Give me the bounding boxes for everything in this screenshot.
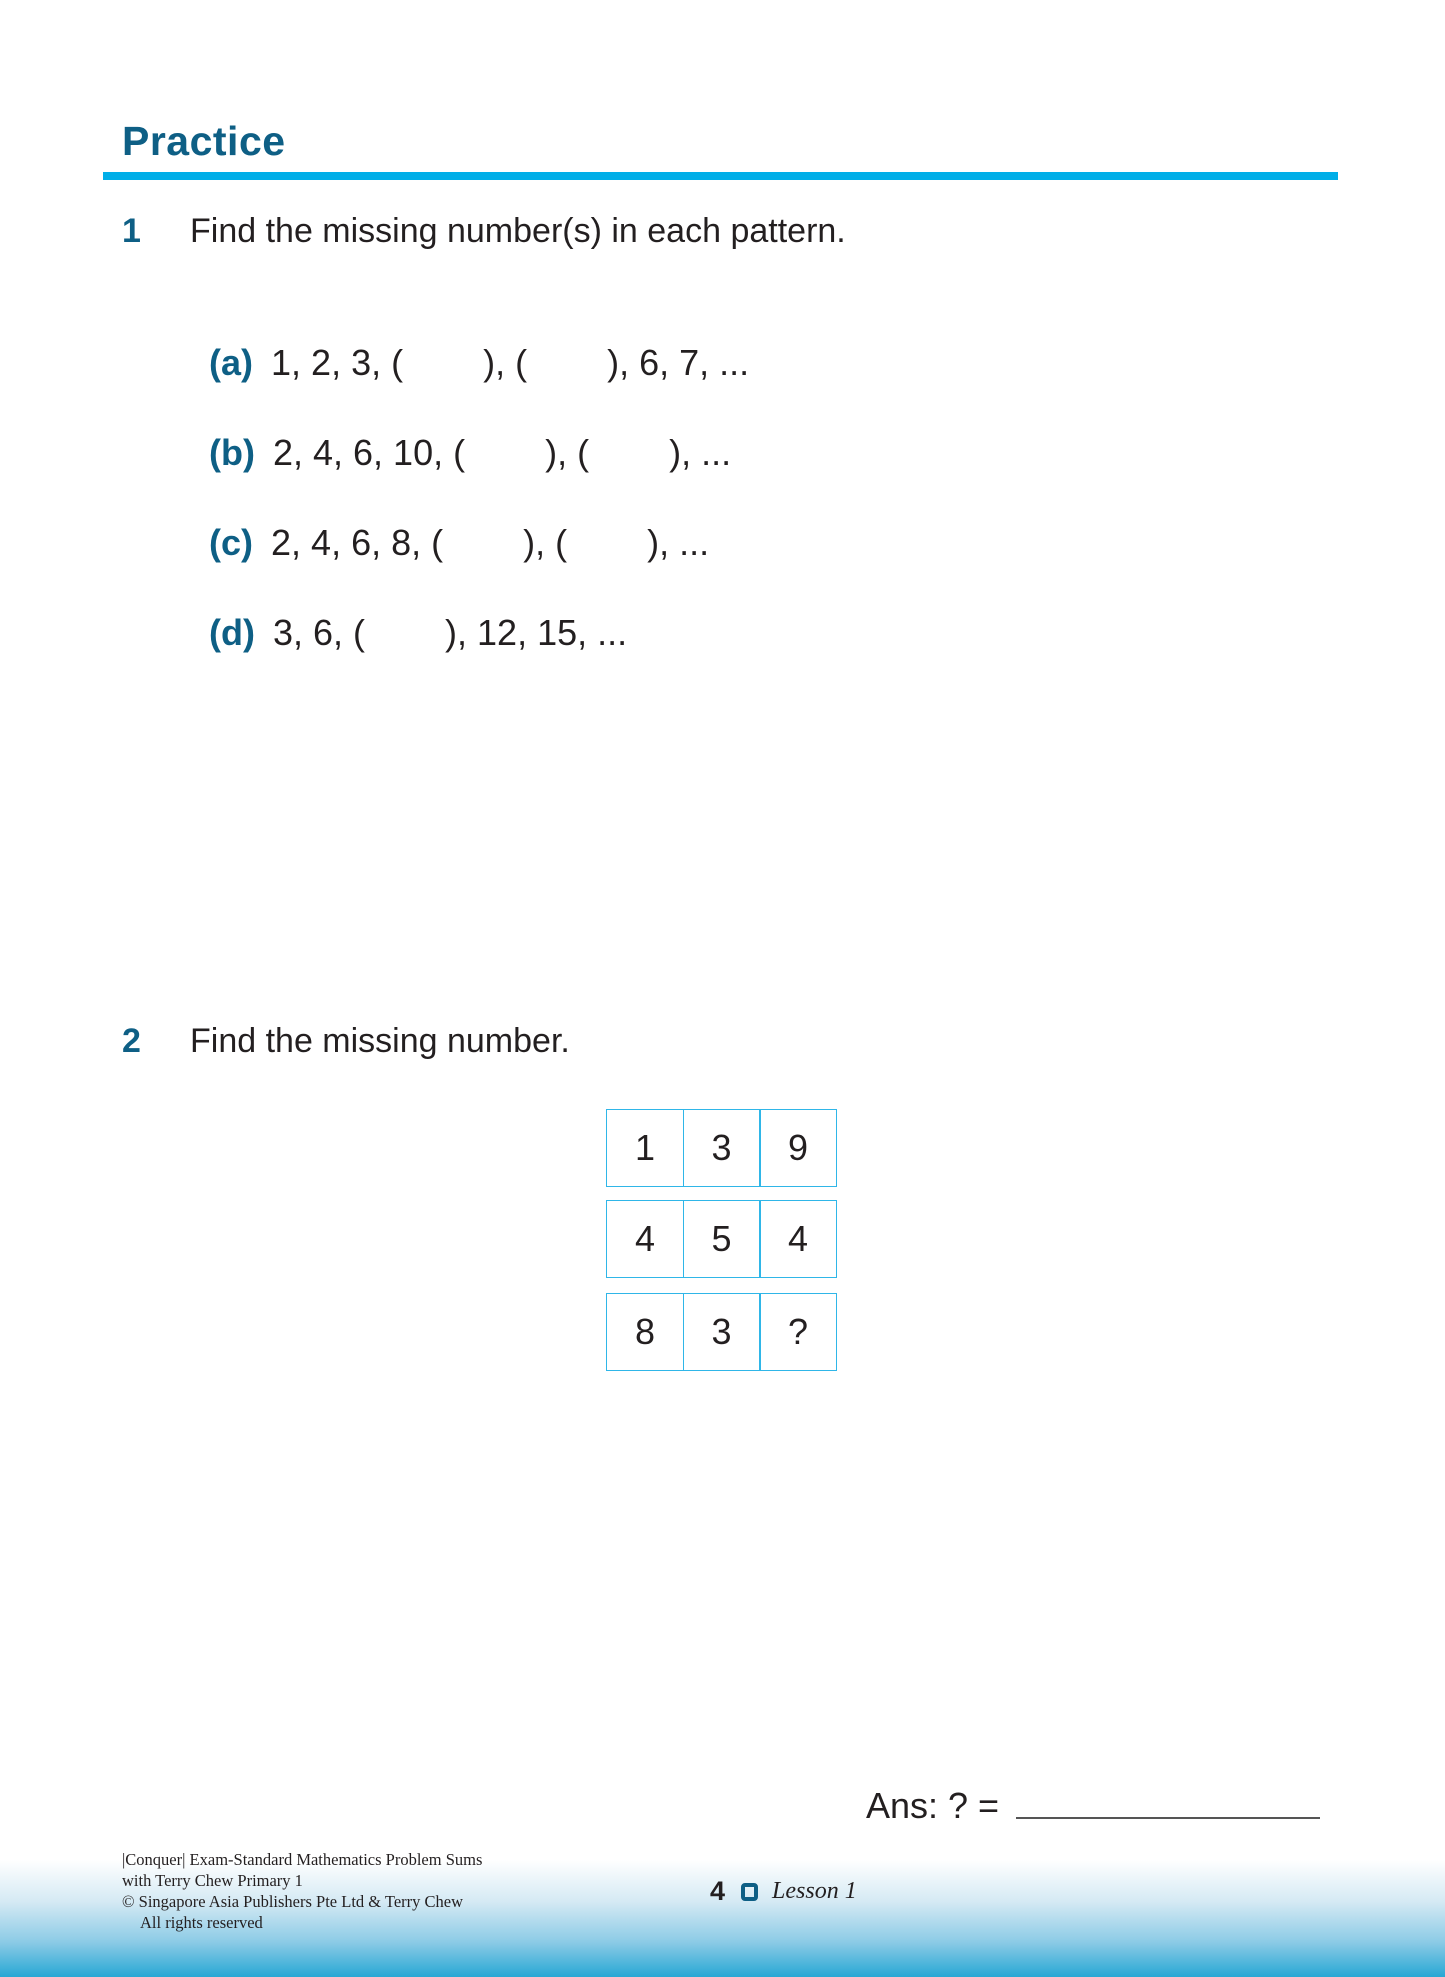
question-1c: [189, 480, 709, 564]
grid-cell: 4: [759, 1200, 837, 1278]
question-1b: [189, 390, 731, 474]
number-sequence: 2, 4, 6, 10, ( ), ( ), ...: [272, 432, 732, 473]
page-marker: [710, 1876, 857, 1907]
question-2-number: 2: [122, 1022, 141, 1060]
footer-credits: [122, 1849, 482, 1933]
part-label: (b): [209, 432, 255, 473]
grid-cell: 8: [606, 1293, 684, 1371]
answer-blank-line[interactable]: [1016, 1817, 1320, 1819]
grid-cell: 9: [759, 1109, 837, 1187]
question-1d: [189, 570, 627, 654]
page-number: 4: [710, 1876, 726, 1906]
grid-row-2: [606, 1200, 837, 1278]
question-1a: [189, 300, 749, 384]
section-title: Practice: [122, 118, 286, 164]
number-sequence: 1, 2, 3, ( ), ( ), 6, 7, ...: [271, 342, 750, 383]
grid-cell: ?: [759, 1293, 837, 1371]
credit-line: © Singapore Asia Publishers Pte Ltd & Terry Chew: [122, 1892, 464, 1911]
answer-label: Ans: ? =: [866, 1785, 1000, 1826]
grid-cell: 1: [606, 1109, 684, 1187]
grid-cell: 3: [683, 1293, 761, 1371]
square-bullet-icon: [741, 1883, 758, 1901]
credit-line: All rights reserved: [140, 1913, 263, 1932]
number-sequence: 3, 6, ( ), 12, 15, ...: [272, 612, 628, 653]
question-2-prompt: Find the missing number.: [190, 1022, 570, 1060]
grid-row-1: [606, 1109, 837, 1187]
lesson-label: Lesson 1: [772, 1878, 857, 1904]
grid-cell: 4: [606, 1200, 684, 1278]
credit-line: |Conquer| Exam-Standard Mathematics Problem Sums: [122, 1850, 483, 1869]
grid-row-3: [606, 1293, 837, 1371]
question-1-number: 1: [122, 212, 141, 250]
part-label: (a): [209, 342, 254, 383]
part-label: (c): [209, 522, 254, 563]
title-rule: [103, 172, 1338, 180]
part-label: (d): [209, 612, 255, 653]
number-sequence: 2, 4, 6, 8, ( ), ( ), ...: [271, 522, 710, 563]
credit-line: with Terry Chew Primary 1: [122, 1871, 303, 1890]
grid-cell: 5: [683, 1200, 761, 1278]
grid-cell: 3: [683, 1109, 761, 1187]
question-1-prompt: Find the missing number(s) in each pattern.: [190, 212, 846, 250]
